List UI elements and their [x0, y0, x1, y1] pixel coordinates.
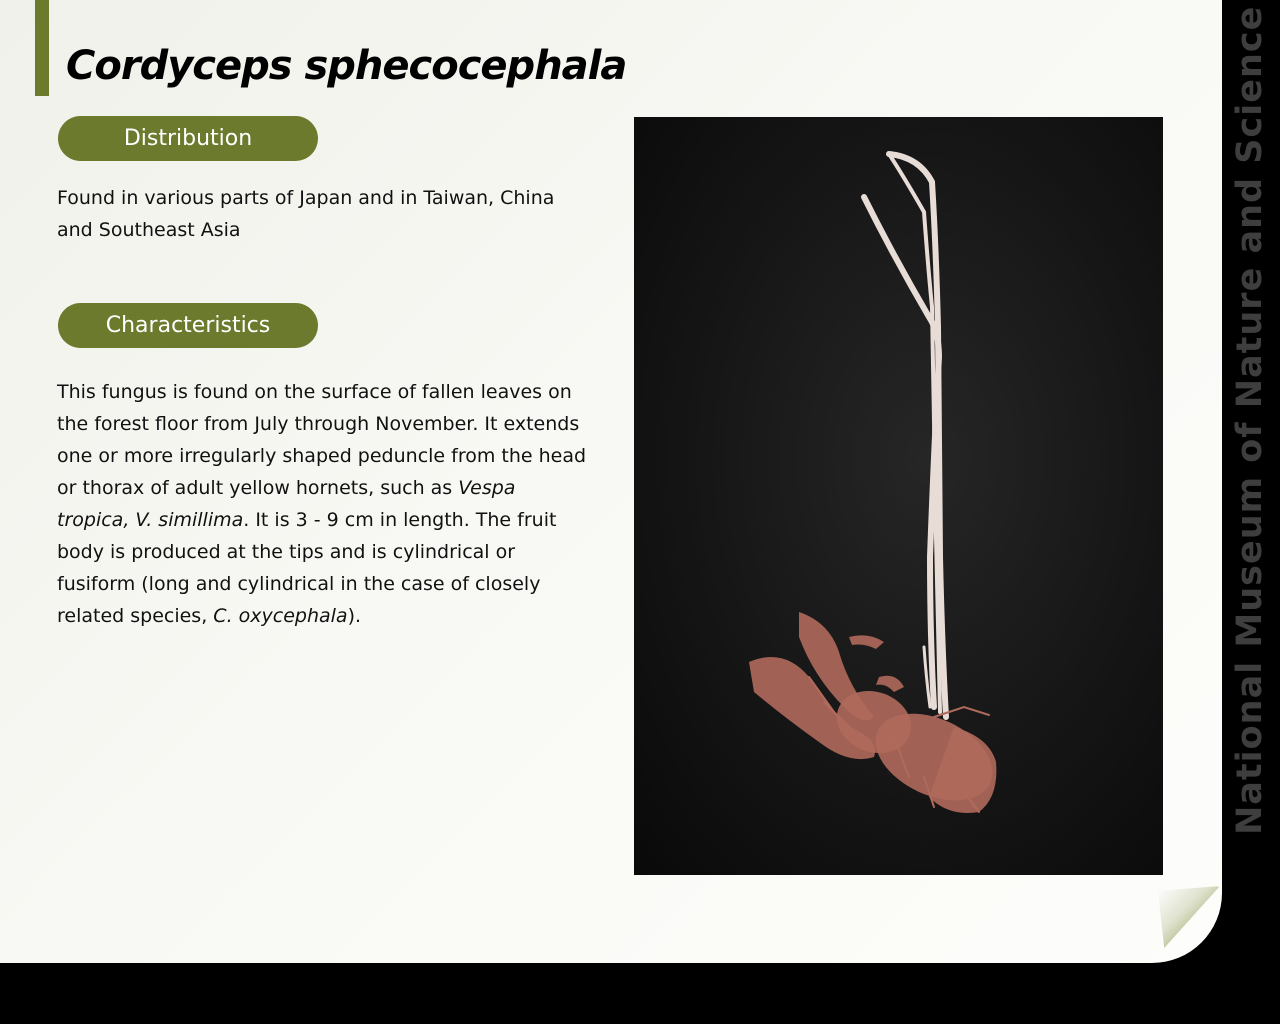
characteristics-heading: Characteristics [58, 303, 318, 348]
page-curl-corner [1158, 886, 1220, 948]
distribution-heading: Distribution [58, 116, 318, 161]
characteristics-text-part2: . It is 3 - 9 cm in length. The fruit body is produced at the tips and is cylindrical or fusiform (long and cylindrical in the case of closely related species, [57, 509, 557, 627]
related-species-name: C. oxycephala [213, 605, 348, 627]
specimen-illustration [634, 117, 1163, 875]
museum-side-label: National Museum of Nature and Science [1230, 5, 1270, 835]
specimen-photo [634, 117, 1163, 875]
species-names: Vespa tropica, V. simillima [57, 477, 516, 531]
characteristics-text-part1: This fungus is found on the surface of fallen leaves on the forest floor from July through November. It extends one or more irregularly shaped peduncle from the head or thorax of adult yellow hornets, such as [57, 381, 587, 499]
distribution-text: Found in various parts of Japan and in Taiwan, China and Southeast Asia [57, 187, 555, 241]
title-accent-bar [35, 0, 49, 96]
characteristics-text-part3: ). [347, 605, 362, 627]
characteristics-text [57, 376, 587, 632]
fungal-stalks [864, 154, 946, 717]
hornet-body [749, 612, 1006, 818]
page-title: Cordyceps sphecocephala [66, 43, 627, 89]
